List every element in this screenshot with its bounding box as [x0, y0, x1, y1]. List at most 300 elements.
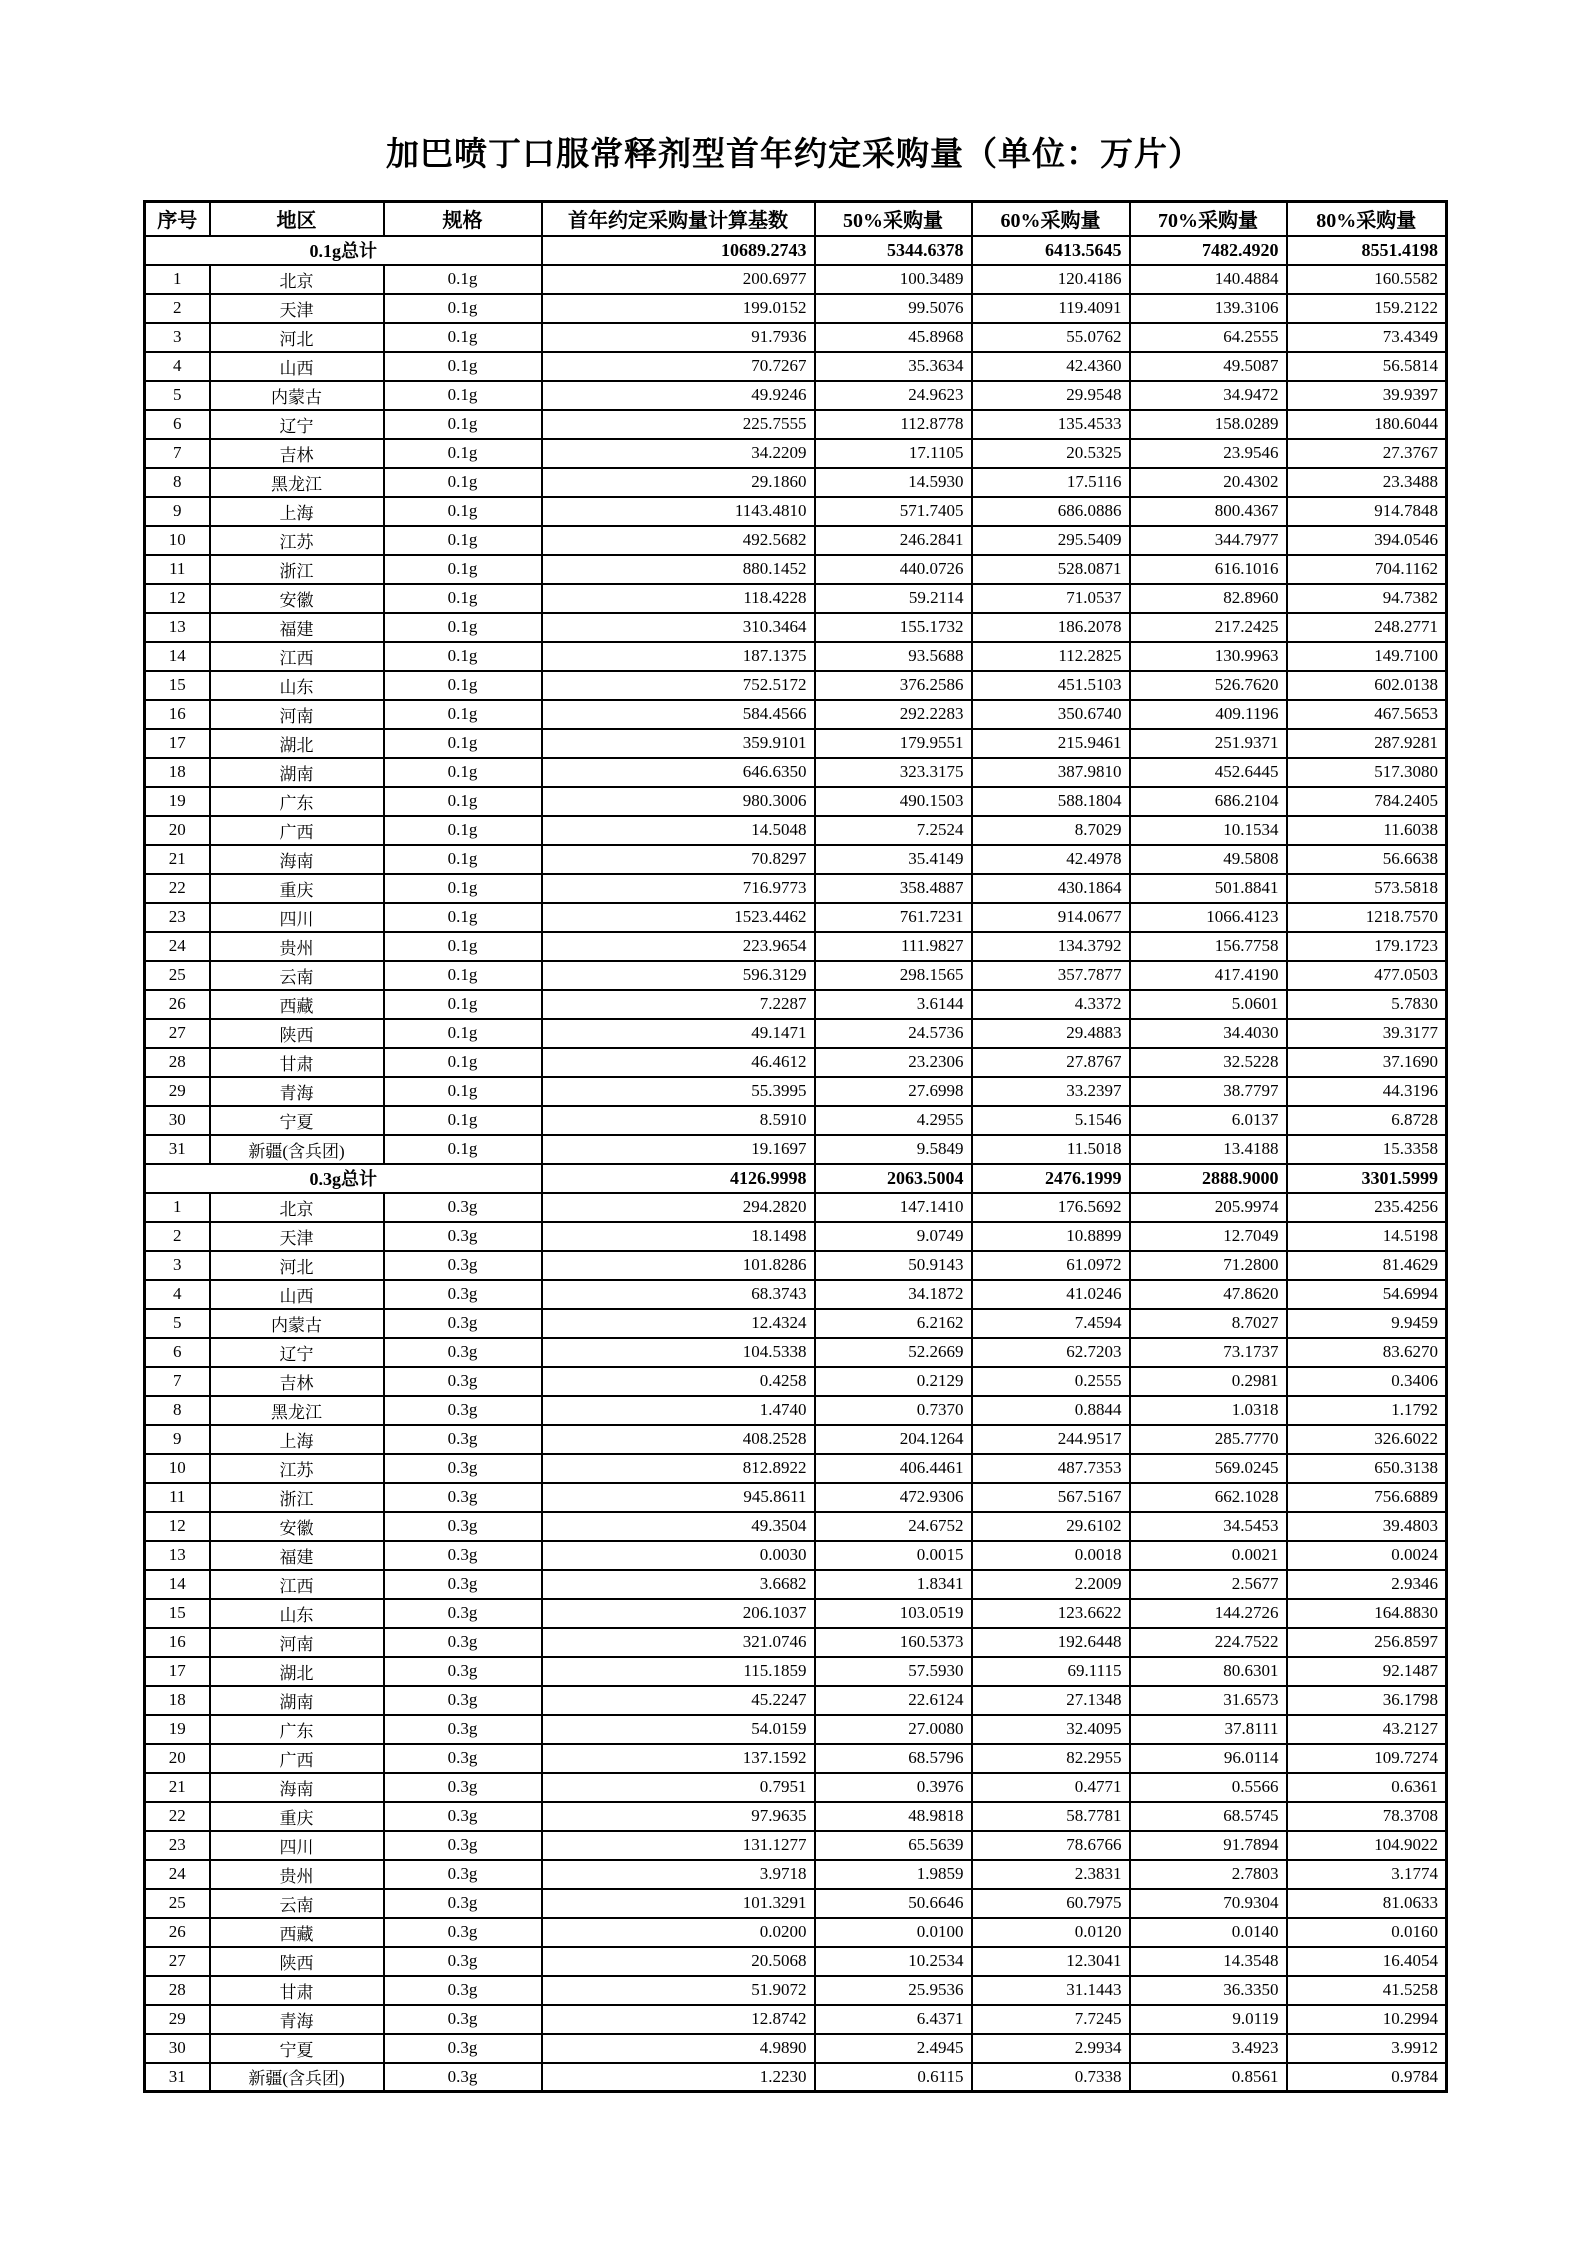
cell-value-p70: 38.7797 — [1130, 1077, 1287, 1106]
cell-spec: 0.3g — [384, 1396, 542, 1425]
cell-spec: 0.3g — [384, 1251, 542, 1280]
table-row — [145, 1976, 1447, 2005]
cell-value-p60: 5.1546 — [972, 1106, 1130, 1135]
cell-region: 河南 — [210, 1628, 384, 1657]
cell-value-p70: 0.0140 — [1130, 1918, 1287, 1947]
cell-value-p60: 71.0537 — [972, 584, 1130, 613]
cell-region: 安徽 — [210, 584, 384, 613]
cell-value-p80: 164.8830 — [1287, 1599, 1447, 1628]
cell-serial: 23 — [145, 903, 210, 932]
cell-spec: 0.3g — [384, 1454, 542, 1483]
cell-value-p80: 104.9022 — [1287, 1831, 1447, 1860]
cell-spec: 0.3g — [384, 1715, 542, 1744]
cell-value-p70: 0.8561 — [1130, 2063, 1287, 2092]
cell-value-p80: 1.1792 — [1287, 1396, 1447, 1425]
cell-spec: 0.1g — [384, 381, 542, 410]
cell-value-p80: 15.3358 — [1287, 1135, 1447, 1164]
cell-value-base: 8.5910 — [542, 1106, 815, 1135]
cell-value-base: 206.1037 — [542, 1599, 815, 1628]
cell-serial: 12 — [145, 584, 210, 613]
cell-value-p50: 490.1503 — [815, 787, 972, 816]
header-80pct: 80%采购量 — [1287, 202, 1447, 236]
cell-value-p70: 96.0114 — [1130, 1744, 1287, 1773]
table-row — [145, 729, 1447, 758]
cell-value-base: 70.8297 — [542, 845, 815, 874]
cell-value-p60: 20.5325 — [972, 439, 1130, 468]
cell-value-p60: 58.7781 — [972, 1802, 1130, 1831]
cell-value-p50: 440.0726 — [815, 555, 972, 584]
cell-value-p50: 52.2669 — [815, 1338, 972, 1367]
cell-value-p50: 25.9536 — [815, 1976, 972, 2005]
cell-value-p50: 24.6752 — [815, 1512, 972, 1541]
cell-value-base: 91.7936 — [542, 323, 815, 352]
cell-spec: 0.1g — [384, 758, 542, 787]
cell-value-p60: 134.3792 — [972, 932, 1130, 961]
cell-value-p70: 130.9963 — [1130, 642, 1287, 671]
cell-value-p80: 10.2994 — [1287, 2005, 1447, 2034]
cell-region: 北京 — [210, 265, 384, 294]
cell-region: 湖南 — [210, 1686, 384, 1715]
cell-value-p60: 7.4594 — [972, 1309, 1130, 1338]
cell-value-p50: 35.4149 — [815, 845, 972, 874]
cell-region: 河北 — [210, 1251, 384, 1280]
cell-value-p50: 0.0015 — [815, 1541, 972, 1570]
cell-serial: 18 — [145, 1686, 210, 1715]
cell-value-p70: 616.1016 — [1130, 555, 1287, 584]
cell-spec: 0.3g — [384, 1483, 542, 1512]
cell-value-base: 716.9773 — [542, 874, 815, 903]
cell-value-p50: 6.2162 — [815, 1309, 972, 1338]
cell-serial: 4 — [145, 1280, 210, 1309]
cell-value-p60: 186.2078 — [972, 613, 1130, 642]
cell-region: 黑龙江 — [210, 1396, 384, 1425]
cell-value-p60: 0.0120 — [972, 1918, 1130, 1947]
summary-value-base: 10689.2743 — [542, 236, 815, 265]
cell-value-base: 1143.4810 — [542, 497, 815, 526]
summary-value-p70: 7482.4920 — [1130, 236, 1287, 265]
cell-value-p80: 39.3177 — [1287, 1019, 1447, 1048]
cell-serial: 7 — [145, 439, 210, 468]
cell-region: 宁夏 — [210, 1106, 384, 1135]
cell-value-p60: 69.1115 — [972, 1657, 1130, 1686]
cell-value-p50: 48.9818 — [815, 1802, 972, 1831]
cell-value-p50: 17.1105 — [815, 439, 972, 468]
summary-value-base: 4126.9998 — [542, 1164, 815, 1193]
cell-value-base: 104.5338 — [542, 1338, 815, 1367]
cell-value-p80: 78.3708 — [1287, 1802, 1447, 1831]
cell-value-p50: 24.5736 — [815, 1019, 972, 1048]
cell-value-p70: 217.2425 — [1130, 613, 1287, 642]
cell-value-p80: 81.4629 — [1287, 1251, 1447, 1280]
cell-value-p60: 430.1864 — [972, 874, 1130, 903]
cell-value-p50: 22.6124 — [815, 1686, 972, 1715]
cell-value-base: 200.6977 — [542, 265, 815, 294]
table-row — [145, 497, 1447, 526]
cell-value-p80: 2.9346 — [1287, 1570, 1447, 1599]
cell-value-p80: 602.0138 — [1287, 671, 1447, 700]
cell-value-p50: 0.6115 — [815, 2063, 972, 2092]
cell-value-p70: 0.0021 — [1130, 1541, 1287, 1570]
cell-value-base: 3.9718 — [542, 1860, 815, 1889]
cell-region: 天津 — [210, 1222, 384, 1251]
cell-value-base: 1.2230 — [542, 2063, 815, 2092]
cell-spec: 0.3g — [384, 1338, 542, 1367]
cell-serial: 19 — [145, 1715, 210, 1744]
cell-value-p60: 123.6622 — [972, 1599, 1130, 1628]
cell-serial: 26 — [145, 990, 210, 1019]
table-row — [145, 439, 1447, 468]
cell-value-p50: 147.1410 — [815, 1193, 972, 1222]
cell-region: 海南 — [210, 845, 384, 874]
cell-region: 重庆 — [210, 874, 384, 903]
cell-serial: 17 — [145, 729, 210, 758]
cell-serial: 31 — [145, 1135, 210, 1164]
cell-value-p70: 20.4302 — [1130, 468, 1287, 497]
cell-value-p50: 65.5639 — [815, 1831, 972, 1860]
cell-value-p50: 0.2129 — [815, 1367, 972, 1396]
table-row — [145, 758, 1447, 787]
cell-spec: 0.1g — [384, 1106, 542, 1135]
table-row — [145, 1077, 1447, 1106]
cell-value-p50: 358.4887 — [815, 874, 972, 903]
summary-value-p50: 5344.6378 — [815, 236, 972, 265]
table-row — [145, 874, 1447, 903]
cell-value-base: 408.2528 — [542, 1425, 815, 1454]
cell-value-p80: 248.2771 — [1287, 613, 1447, 642]
cell-spec: 0.3g — [384, 2005, 542, 2034]
cell-value-p80: 14.5198 — [1287, 1222, 1447, 1251]
cell-value-p80: 0.3406 — [1287, 1367, 1447, 1396]
cell-value-p50: 472.9306 — [815, 1483, 972, 1512]
cell-region: 河南 — [210, 700, 384, 729]
cell-value-p50: 93.5688 — [815, 642, 972, 671]
cell-value-p60: 7.7245 — [972, 2005, 1130, 2034]
cell-value-p80: 573.5818 — [1287, 874, 1447, 903]
cell-serial: 6 — [145, 410, 210, 439]
table-row — [145, 1280, 1447, 1309]
cell-value-p60: 451.5103 — [972, 671, 1130, 700]
summary-value-p80: 8551.4198 — [1287, 236, 1447, 265]
cell-serial: 28 — [145, 1048, 210, 1077]
table-row — [145, 700, 1447, 729]
table-row — [145, 1686, 1447, 1715]
cell-serial: 20 — [145, 816, 210, 845]
cell-value-p80: 0.9784 — [1287, 2063, 1447, 2092]
cell-value-p80: 83.6270 — [1287, 1338, 1447, 1367]
table-row — [145, 1773, 1447, 1802]
cell-serial: 30 — [145, 2034, 210, 2063]
cell-value-p60: 55.0762 — [972, 323, 1130, 352]
cell-value-p80: 3.9912 — [1287, 2034, 1447, 2063]
cell-value-p60: 244.9517 — [972, 1425, 1130, 1454]
cell-value-p70: 140.4884 — [1130, 265, 1287, 294]
cell-serial: 7 — [145, 1367, 210, 1396]
cell-value-base: 3.6682 — [542, 1570, 815, 1599]
cell-value-p50: 7.2524 — [815, 816, 972, 845]
cell-spec: 0.1g — [384, 903, 542, 932]
cell-value-p70: 2.5677 — [1130, 1570, 1287, 1599]
cell-spec: 0.1g — [384, 352, 542, 381]
cell-serial: 12 — [145, 1512, 210, 1541]
cell-region: 山东 — [210, 671, 384, 700]
cell-serial: 1 — [145, 1193, 210, 1222]
cell-value-p70: 6.0137 — [1130, 1106, 1287, 1135]
table-row — [145, 2063, 1447, 2092]
table-row — [145, 671, 1447, 700]
cell-spec: 0.1g — [384, 584, 542, 613]
table-row — [145, 323, 1447, 352]
cell-value-p70: 49.5808 — [1130, 845, 1287, 874]
cell-value-p80: 160.5582 — [1287, 265, 1447, 294]
summary-value-p60: 6413.5645 — [972, 236, 1130, 265]
cell-spec: 0.1g — [384, 845, 542, 874]
cell-value-base: 0.7951 — [542, 1773, 815, 1802]
cell-spec: 0.3g — [384, 1628, 542, 1657]
cell-value-p70: 139.3106 — [1130, 294, 1287, 323]
cell-region: 云南 — [210, 961, 384, 990]
cell-value-p50: 155.1732 — [815, 613, 972, 642]
cell-value-p60: 0.0018 — [972, 1541, 1130, 1570]
cell-value-base: 54.0159 — [542, 1715, 815, 1744]
cell-value-p50: 160.5373 — [815, 1628, 972, 1657]
cell-value-p80: 5.7830 — [1287, 990, 1447, 1019]
cell-region: 浙江 — [210, 1483, 384, 1512]
cell-serial: 29 — [145, 2005, 210, 2034]
procurement-table — [143, 200, 1448, 2093]
table-row — [145, 265, 1447, 294]
cell-value-p60: 61.0972 — [972, 1251, 1130, 1280]
table-row — [145, 1715, 1447, 1744]
summary-value-p60: 2476.1999 — [972, 1164, 1130, 1193]
table-row — [145, 932, 1447, 961]
cell-value-p80: 16.4054 — [1287, 1947, 1447, 1976]
table-row — [145, 1454, 1447, 1483]
cell-value-base: 0.0200 — [542, 1918, 815, 1947]
cell-value-p50: 27.0080 — [815, 1715, 972, 1744]
cell-value-base: 596.3129 — [542, 961, 815, 990]
cell-value-p60: 17.5116 — [972, 468, 1130, 497]
cell-region: 吉林 — [210, 1367, 384, 1396]
cell-region: 河北 — [210, 323, 384, 352]
cell-value-p80: 39.4803 — [1287, 1512, 1447, 1541]
table-row — [145, 1193, 1447, 1222]
cell-value-p50: 1.9859 — [815, 1860, 972, 1889]
cell-value-p60: 78.6766 — [972, 1831, 1130, 1860]
cell-region: 广东 — [210, 787, 384, 816]
cell-region: 福建 — [210, 613, 384, 642]
cell-region: 山西 — [210, 1280, 384, 1309]
table-row — [145, 1657, 1447, 1686]
table-row — [145, 1628, 1447, 1657]
cell-value-p60: 82.2955 — [972, 1744, 1130, 1773]
cell-value-p80: 56.5814 — [1287, 352, 1447, 381]
cell-value-base: 4.9890 — [542, 2034, 815, 2063]
cell-value-p50: 323.3175 — [815, 758, 972, 787]
cell-spec: 0.3g — [384, 1599, 542, 1628]
cell-value-base: 812.8922 — [542, 1454, 815, 1483]
cell-value-base: 980.3006 — [542, 787, 815, 816]
cell-serial: 15 — [145, 1599, 210, 1628]
cell-spec: 0.3g — [384, 2034, 542, 2063]
cell-serial: 3 — [145, 1251, 210, 1280]
cell-value-p70: 409.1196 — [1130, 700, 1287, 729]
cell-value-p80: 914.7848 — [1287, 497, 1447, 526]
header-60pct: 60%采购量 — [972, 202, 1130, 236]
cell-value-p70: 73.1737 — [1130, 1338, 1287, 1367]
cell-value-p60: 215.9461 — [972, 729, 1130, 758]
cell-region: 青海 — [210, 2005, 384, 2034]
cell-value-p70: 285.7770 — [1130, 1425, 1287, 1454]
cell-value-p80: 326.6022 — [1287, 1425, 1447, 1454]
cell-value-p70: 205.9974 — [1130, 1193, 1287, 1222]
cell-region: 甘肃 — [210, 1976, 384, 2005]
cell-value-p50: 204.1264 — [815, 1425, 972, 1454]
cell-serial: 29 — [145, 1077, 210, 1106]
header-spec: 规格 — [384, 202, 542, 236]
cell-value-base: 12.8742 — [542, 2005, 815, 2034]
cell-value-p70: 80.6301 — [1130, 1657, 1287, 1686]
table-row — [145, 1918, 1447, 1947]
cell-value-p80: 287.9281 — [1287, 729, 1447, 758]
cell-value-base: 1523.4462 — [542, 903, 815, 932]
cell-value-p50: 99.5076 — [815, 294, 972, 323]
cell-serial: 8 — [145, 468, 210, 497]
cell-value-p50: 34.1872 — [815, 1280, 972, 1309]
cell-value-p60: 487.7353 — [972, 1454, 1130, 1483]
cell-value-p80: 94.7382 — [1287, 584, 1447, 613]
cell-serial: 14 — [145, 642, 210, 671]
cell-value-p70: 800.4367 — [1130, 497, 1287, 526]
cell-value-base: 19.1697 — [542, 1135, 815, 1164]
cell-spec: 0.3g — [384, 1309, 542, 1338]
cell-spec: 0.1g — [384, 700, 542, 729]
cell-value-p50: 23.2306 — [815, 1048, 972, 1077]
cell-region: 江苏 — [210, 1454, 384, 1483]
cell-value-base: 646.6350 — [542, 758, 815, 787]
table-row — [145, 294, 1447, 323]
cell-region: 湖南 — [210, 758, 384, 787]
cell-value-p80: 81.0633 — [1287, 1889, 1447, 1918]
cell-serial: 2 — [145, 294, 210, 323]
table-row — [145, 410, 1447, 439]
cell-region: 吉林 — [210, 439, 384, 468]
cell-value-base: 187.1375 — [542, 642, 815, 671]
cell-value-p70: 47.8620 — [1130, 1280, 1287, 1309]
table-row — [145, 1425, 1447, 1454]
cell-spec: 0.3g — [384, 1889, 542, 1918]
cell-value-p70: 158.0289 — [1130, 410, 1287, 439]
cell-serial: 3 — [145, 323, 210, 352]
cell-value-p70: 2.7803 — [1130, 1860, 1287, 1889]
cell-spec: 0.3g — [384, 1367, 542, 1396]
cell-value-p50: 10.2534 — [815, 1947, 972, 1976]
cell-value-p50: 0.7370 — [815, 1396, 972, 1425]
cell-serial: 13 — [145, 1541, 210, 1570]
cell-value-p50: 376.2586 — [815, 671, 972, 700]
cell-spec: 0.1g — [384, 990, 542, 1019]
cell-region: 山东 — [210, 1599, 384, 1628]
cell-region: 陕西 — [210, 1947, 384, 1976]
cell-value-p70: 32.5228 — [1130, 1048, 1287, 1077]
cell-spec: 0.3g — [384, 1280, 542, 1309]
cell-value-p60: 135.4533 — [972, 410, 1130, 439]
cell-value-p80: 0.6361 — [1287, 1773, 1447, 1802]
cell-serial: 14 — [145, 1570, 210, 1599]
table-row — [145, 1019, 1447, 1048]
cell-serial: 1 — [145, 265, 210, 294]
cell-value-p70: 91.7894 — [1130, 1831, 1287, 1860]
header-serial: 序号 — [145, 202, 210, 236]
cell-serial: 22 — [145, 874, 210, 903]
cell-serial: 27 — [145, 1019, 210, 1048]
cell-spec: 0.1g — [384, 1019, 542, 1048]
header-base: 首年约定采购量计算基数 — [542, 202, 815, 236]
cell-region: 海南 — [210, 1773, 384, 1802]
cell-value-p70: 251.9371 — [1130, 729, 1287, 758]
cell-value-p70: 12.7049 — [1130, 1222, 1287, 1251]
cell-value-base: 223.9654 — [542, 932, 815, 961]
cell-value-base: 115.1859 — [542, 1657, 815, 1686]
table-row — [145, 1106, 1447, 1135]
cell-value-p80: 39.9397 — [1287, 381, 1447, 410]
cell-spec: 0.3g — [384, 1193, 542, 1222]
cell-value-p80: 56.6638 — [1287, 845, 1447, 874]
table-row — [145, 1599, 1447, 1628]
cell-value-base: 14.5048 — [542, 816, 815, 845]
table-row — [145, 961, 1447, 990]
cell-spec: 0.3g — [384, 1947, 542, 1976]
table-row — [145, 1309, 1447, 1338]
cell-spec: 0.1g — [384, 294, 542, 323]
table-row — [145, 1396, 1447, 1425]
header-70pct: 70%采购量 — [1130, 202, 1287, 236]
cell-region: 湖北 — [210, 729, 384, 758]
cell-spec: 0.3g — [384, 1686, 542, 1715]
cell-value-base: 55.3995 — [542, 1077, 815, 1106]
cell-value-p50: 50.9143 — [815, 1251, 972, 1280]
table-row — [145, 845, 1447, 874]
cell-value-p50: 50.6646 — [815, 1889, 972, 1918]
table-row — [145, 642, 1447, 671]
cell-value-p70: 23.9546 — [1130, 439, 1287, 468]
table-row — [145, 816, 1447, 845]
cell-value-base: 49.1471 — [542, 1019, 815, 1048]
table-row — [145, 1338, 1447, 1367]
cell-serial: 11 — [145, 555, 210, 584]
cell-region: 陕西 — [210, 1019, 384, 1048]
table-row — [145, 2005, 1447, 2034]
cell-value-base: 752.5172 — [542, 671, 815, 700]
cell-region: 四川 — [210, 903, 384, 932]
cell-value-p60: 0.8844 — [972, 1396, 1130, 1425]
cell-value-p70: 569.0245 — [1130, 1454, 1287, 1483]
cell-value-p80: 650.3138 — [1287, 1454, 1447, 1483]
cell-serial: 5 — [145, 381, 210, 410]
cell-serial: 22 — [145, 1802, 210, 1831]
cell-value-p60: 567.5167 — [972, 1483, 1130, 1512]
cell-value-p60: 27.1348 — [972, 1686, 1130, 1715]
cell-region: 云南 — [210, 1889, 384, 1918]
cell-value-base: 492.5682 — [542, 526, 815, 555]
cell-value-base: 118.4228 — [542, 584, 815, 613]
cell-value-p50: 246.2841 — [815, 526, 972, 555]
cell-serial: 13 — [145, 613, 210, 642]
cell-value-p60: 119.4091 — [972, 294, 1130, 323]
cell-serial: 10 — [145, 526, 210, 555]
cell-spec: 0.3g — [384, 1773, 542, 1802]
page-title: 加巴喷丁口服常释剂型首年约定采购量（单位：万片） — [386, 137, 1202, 173]
cell-value-base: 131.1277 — [542, 1831, 815, 1860]
